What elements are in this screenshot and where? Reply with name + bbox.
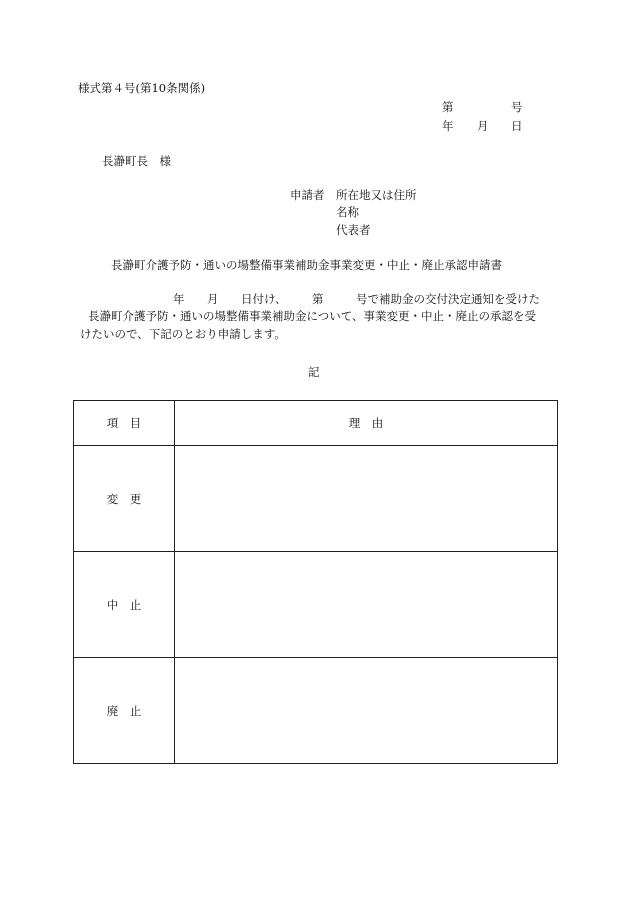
body-line2: 長瀞町介護予防・通いの場整備事業補助金について、事業変更・中止・廃止の承認を受	[88, 309, 537, 323]
table-row-change	[74, 446, 558, 552]
header-reason: 理 由	[175, 401, 558, 446]
reason-abolish[interactable]	[175, 658, 558, 764]
header-item: 項 目	[74, 401, 175, 446]
item-suspend: 中 止	[74, 552, 175, 658]
date-month: 月	[477, 119, 489, 133]
date-year: 年	[442, 119, 454, 133]
body-line1-rest: 号で補助金の交付決定通知を受けた	[356, 292, 540, 306]
applicant-name: 名称	[336, 205, 359, 219]
body-year: 年	[173, 292, 185, 306]
body-dated: 日付け、	[241, 292, 287, 306]
item-change: 変 更	[74, 446, 175, 552]
item-abolish: 廃 止	[74, 658, 175, 764]
applicant-label: 申請者	[290, 188, 325, 202]
applicant-representative: 代表者	[336, 223, 371, 237]
body-month: 月	[207, 292, 219, 306]
body-dai: 第	[312, 292, 324, 306]
ki-label: 記	[308, 365, 320, 379]
doc-number-go: 号	[511, 100, 523, 114]
body-line3: けたいので、下記のとおり申請します。	[80, 327, 286, 341]
table-row-suspend	[74, 552, 558, 658]
form-number: 様式第４号(第10条関係)	[78, 81, 206, 95]
application-table	[73, 400, 558, 764]
reason-suspend[interactable]	[175, 552, 558, 658]
applicant-address: 所在地又は住所	[336, 188, 417, 202]
table-row-abolish	[74, 658, 558, 764]
table-header-row	[74, 401, 558, 446]
doc-number-dai: 第	[442, 100, 454, 114]
addressee: 長瀞町長 様	[102, 154, 171, 168]
date-day: 日	[511, 119, 523, 133]
document-title: 長瀞町介護予防・通いの場整備事業補助金事業変更・中止・廃止承認申請書	[111, 258, 502, 272]
reason-change[interactable]	[175, 446, 558, 552]
